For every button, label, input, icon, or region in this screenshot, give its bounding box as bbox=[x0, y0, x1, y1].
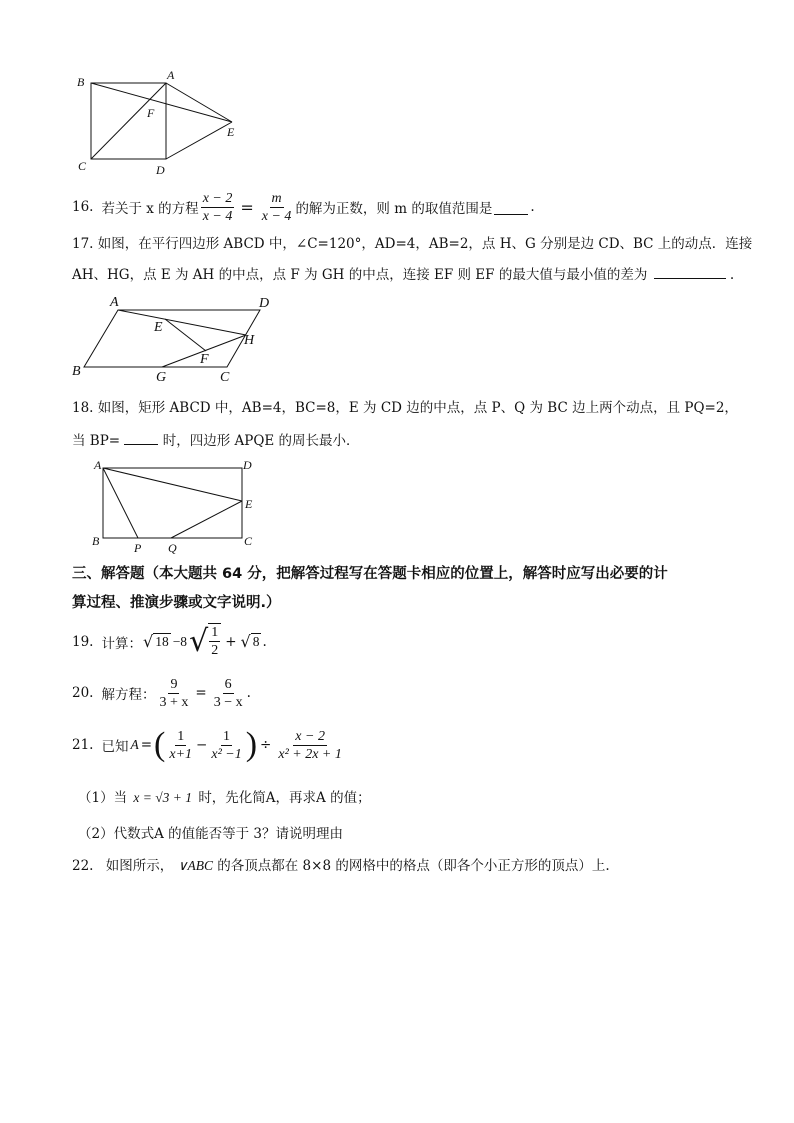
label-e: E bbox=[227, 125, 235, 139]
q18-line-2: 当 BP= 时，四边形 APQE 的周长最小． bbox=[72, 430, 360, 451]
segment-ae bbox=[103, 468, 242, 501]
q18-line-1: 18. 如图，矩形 ABCD 中，AB=4，BC=8，E 为 CD 边的中点，点 P、Q 为 BC 边上两个动点，且 PQ=2， bbox=[72, 400, 738, 416]
question-20: 20. 解方程： $\frac{9}{3 + x}$ = $\frac{6}{3 - x}$ . bbox=[72, 676, 251, 710]
parallelogram-abcd bbox=[84, 310, 260, 367]
label-q: Q bbox=[168, 541, 177, 555]
q21-fraction-1: $\frac{1}{x+1}$ bbox=[169, 728, 193, 762]
label-h: H bbox=[244, 333, 255, 348]
segment-ah bbox=[118, 310, 246, 335]
label-b: B bbox=[72, 364, 81, 379]
q17-line-2: AH、HG，点 E 为 AH 的中点，点 F 为 GH 的中点，连接 EF 则 EF 的最大值与最小值的差为 . bbox=[72, 264, 734, 285]
q16-fraction-2: $\frac{m}{x - 4}$ bbox=[261, 190, 292, 224]
section-3-heading-line-1: 三、解答题（本大题共 64 分，把解答过程写在答题卡相应的位置上，解答时应写出必要的计 bbox=[72, 566, 668, 582]
q16-equals: = bbox=[240, 197, 254, 217]
label-e: E bbox=[245, 497, 253, 511]
q17-answer-blank[interactable] bbox=[654, 264, 726, 279]
label-a: A bbox=[94, 458, 102, 472]
label-f: F bbox=[200, 352, 209, 367]
segment-ap bbox=[103, 468, 138, 538]
q17-line-1: 17. 如图，在平行四边形 ABCD 中，∠C=120°，AD=4，AB=2，点 H、G 分别是边 CD、BC 上的动点．连接 bbox=[72, 236, 753, 252]
section-3-heading-line-2: 算过程、推演步骤或文字说明.） bbox=[72, 595, 281, 611]
question-22: 22. 如图所示， ∨ABC 的各顶点都在 8×8 的网格中的格点（即各个小正方形的顶点）上. bbox=[72, 858, 610, 874]
section-3-heading bbox=[72, 562, 668, 616]
label-c: C bbox=[220, 370, 230, 384]
label-c: C bbox=[78, 159, 87, 173]
q20-fraction-2: $\frac{6}{3 - x}$ bbox=[213, 676, 243, 710]
segment-ae bbox=[166, 83, 232, 122]
question-16: 16. 若关于 x 的方程 $\frac{x - 2}{x - 4}$ = $\frac{m}{x - 4}$ 的解为正数，则 m 的取值范围是 . bbox=[72, 190, 535, 224]
sqrt-8: √ 8 bbox=[240, 632, 260, 651]
diagonal-ca bbox=[91, 83, 166, 159]
label-d: D bbox=[243, 458, 252, 472]
question-19: 19. 计算： √ 18 −8 √ $\frac{1}{2}$ + √ 8 . bbox=[72, 624, 267, 659]
sqrt-half: √ $\frac{1}{2}$ bbox=[189, 623, 221, 661]
q21-fraction-2: $\frac{1}{\text{x² −1}}$ bbox=[211, 728, 242, 762]
figure-q17 bbox=[70, 292, 280, 384]
label-a: A bbox=[167, 68, 175, 82]
label-a: A bbox=[110, 295, 119, 310]
label-e: E bbox=[154, 320, 163, 335]
label-d: D bbox=[156, 163, 165, 177]
label-d: D bbox=[259, 296, 270, 311]
q16-fraction-1: $\frac{x - 2}{x - 4}$ bbox=[202, 190, 233, 224]
q16-answer-blank[interactable] bbox=[494, 200, 528, 215]
label-b: B bbox=[92, 534, 100, 548]
label-p: P bbox=[134, 541, 142, 555]
segment-be bbox=[91, 83, 232, 122]
label-b: B bbox=[77, 75, 85, 89]
label-c: C bbox=[244, 534, 253, 548]
q20-fraction-1: $\frac{9}{3 + x}$ bbox=[159, 676, 189, 710]
figure-q15 bbox=[68, 66, 248, 178]
q21-fraction-3: $\frac{x - 2}{\text{x² + 2x + 1}}$ bbox=[278, 728, 342, 762]
segment-de bbox=[166, 122, 232, 159]
label-f: F bbox=[147, 106, 155, 120]
sqrt-18: √ 18 bbox=[142, 632, 169, 651]
rectangle-abcd bbox=[103, 468, 242, 538]
q16-text-post: 的解为正数，则 m 的取值范围是 bbox=[295, 201, 493, 217]
label-g: G bbox=[156, 370, 167, 384]
figure-q18 bbox=[88, 456, 263, 556]
segment-ef bbox=[165, 319, 206, 351]
q16-number: 16. bbox=[72, 199, 94, 215]
q18-answer-blank[interactable] bbox=[124, 430, 158, 445]
segment-qe bbox=[171, 501, 242, 538]
question-21: 21. 已知 A = ( $\frac{1}{x+1}$ − $\frac{1}{\text{x² −1}}$ ) ÷ $\frac{x - 2}{\text{x² + 2x + 1}}$ bbox=[72, 726, 342, 763]
q21-sub-2: （2）代数式A 的值能否等于 3？请说明理由 bbox=[78, 826, 344, 842]
q16-text-pre: 若关于 x 的方程 bbox=[101, 201, 199, 217]
q21-sub-1: （1）当 x = √3 + 1 时，先化简A，再求A 的值； bbox=[78, 790, 371, 806]
